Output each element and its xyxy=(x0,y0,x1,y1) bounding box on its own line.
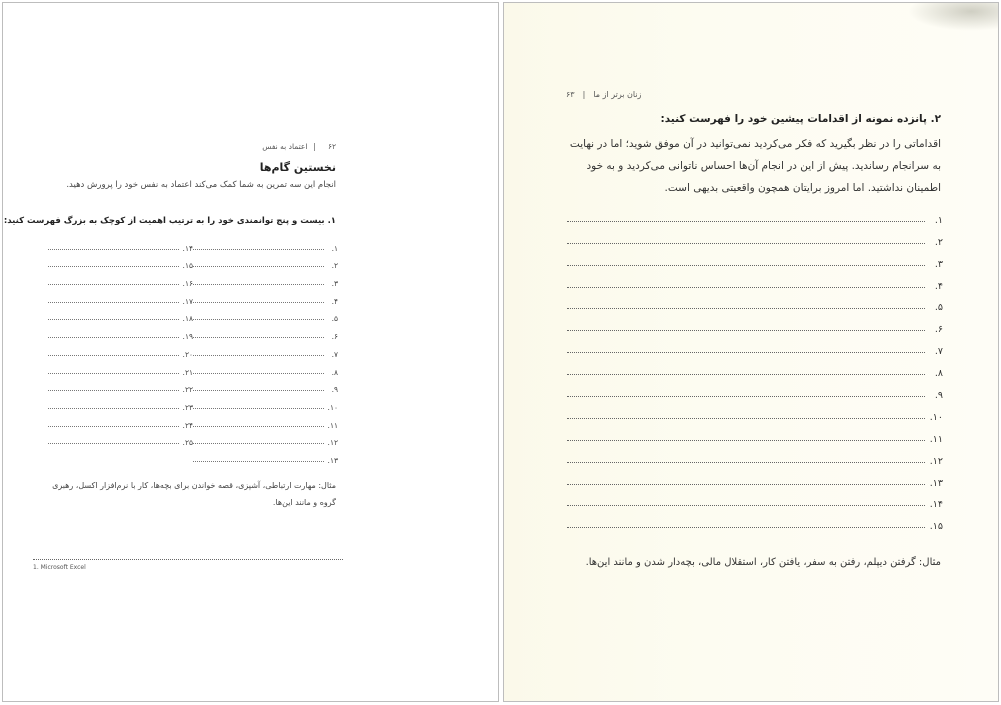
list-item-number: ۲۱. xyxy=(182,367,193,377)
list-item-number: ۴. xyxy=(331,296,338,306)
list-item-number: ۳. xyxy=(934,258,943,270)
fill-in-dotted-line xyxy=(48,301,179,303)
list-item-number: ۱۵. xyxy=(929,521,943,533)
list-item-number: ۱. xyxy=(934,214,943,226)
right-header-title: زنان برتر از ما xyxy=(593,90,642,99)
list-item-number: ۲۵. xyxy=(182,438,193,448)
list-item-number: ۶. xyxy=(934,324,943,336)
list-item-number: ۵. xyxy=(934,302,943,314)
list-item-number: ۱۳. xyxy=(929,477,943,489)
list-item-number: ۱. xyxy=(331,243,338,253)
strength-list-item xyxy=(48,323,193,341)
question-2: ۲. پانزده نمونه از اقدامات پیشین خود را فهرست کنید: xyxy=(660,113,941,125)
strength-list-item xyxy=(48,253,193,271)
strength-list-item xyxy=(193,377,338,395)
right-example-text: مثال: گرفتن دیپلم، رفتن به سفر، یافتن کار، استقلال مالی، بچه‌دار شدن و مانند این‌ها. xyxy=(585,557,941,568)
strength-list-item xyxy=(48,306,193,324)
list-item-number: ۱۱. xyxy=(327,420,338,430)
footnote: 1. Microsoft Excel xyxy=(33,564,86,571)
strength-list-item xyxy=(48,394,193,412)
fill-in-dotted-line xyxy=(48,354,179,356)
right-header-separator: | xyxy=(582,90,586,99)
list-item-number: ۱۰. xyxy=(929,411,943,423)
fill-in-dotted-line xyxy=(48,407,179,409)
fill-in-dotted-line xyxy=(567,504,925,506)
list-item-number: ۸. xyxy=(331,367,338,377)
achievement-list-item xyxy=(567,401,943,423)
fill-in-dotted-line xyxy=(567,329,925,331)
fill-in-dotted-line xyxy=(567,351,925,353)
list-item-number: ۳. xyxy=(331,279,338,289)
fill-in-dotted-line xyxy=(567,395,925,397)
fill-in-dotted-line xyxy=(193,265,324,267)
strength-list-item xyxy=(193,270,338,288)
strengths-list-column-1 xyxy=(193,235,338,465)
list-item-number: ۱۵. xyxy=(182,261,193,271)
achievement-list-item xyxy=(567,248,943,270)
section-title: نخستین گام‌ها xyxy=(259,161,336,174)
strength-list-item xyxy=(193,394,338,412)
fill-in-dotted-line xyxy=(48,248,179,250)
footnote-divider xyxy=(33,559,343,560)
list-item-number: ۴. xyxy=(934,280,943,292)
fill-in-dotted-line xyxy=(567,264,925,266)
list-item-number: ۲۴. xyxy=(182,420,193,430)
fill-in-dotted-line xyxy=(567,220,925,222)
strength-list-item xyxy=(193,341,338,359)
strength-list-item xyxy=(193,359,338,377)
fill-in-dotted-line xyxy=(567,439,925,441)
list-item-number: ۱۸. xyxy=(182,314,193,324)
list-item-number: ۱۴. xyxy=(929,499,943,511)
left-running-header xyxy=(262,142,336,151)
strengths-list-column-2 xyxy=(48,235,193,447)
achievement-list-item xyxy=(567,270,943,292)
list-item-number: ۱۹. xyxy=(182,332,193,342)
fill-in-dotted-line xyxy=(193,283,324,285)
strength-list-item xyxy=(193,430,338,448)
achievement-list-item xyxy=(567,292,943,314)
list-item-number: ۱۴. xyxy=(182,243,193,253)
fill-in-dotted-line xyxy=(48,389,179,391)
fill-in-dotted-line xyxy=(567,373,925,375)
strength-list-item xyxy=(48,412,193,430)
strength-list-item xyxy=(48,377,193,395)
fill-in-dotted-line xyxy=(48,425,179,427)
fill-in-dotted-line xyxy=(193,301,324,303)
list-item-number: ۸. xyxy=(934,368,943,380)
fill-in-dotted-line xyxy=(193,248,324,250)
fill-in-dotted-line xyxy=(193,407,324,409)
fill-in-dotted-line xyxy=(48,336,179,338)
fill-in-dotted-line xyxy=(193,460,324,462)
fill-in-dotted-line xyxy=(193,425,324,427)
fill-in-dotted-line xyxy=(48,372,179,374)
list-item-number: ۱۲. xyxy=(327,438,338,448)
fill-in-dotted-line xyxy=(567,461,925,463)
achievement-list-item xyxy=(567,489,943,511)
left-page xyxy=(2,2,499,702)
list-item-number: ۷. xyxy=(934,346,943,358)
fill-in-dotted-line xyxy=(567,483,925,485)
page-corner-shadow xyxy=(908,3,998,31)
fill-in-dotted-line xyxy=(193,336,324,338)
achievement-list-item xyxy=(567,313,943,335)
strength-list-item xyxy=(48,288,193,306)
list-item-number: ۱۱. xyxy=(929,433,943,445)
strength-list-item xyxy=(193,323,338,341)
strength-list-item xyxy=(48,359,193,377)
right-running-header xyxy=(566,90,641,99)
list-item-number: ۱۲. xyxy=(929,455,943,467)
fill-in-dotted-line xyxy=(48,318,179,320)
right-page-number: ۶۳ xyxy=(566,90,575,99)
list-item-number: ۱۳. xyxy=(327,455,338,465)
left-page-number: ۶۲ xyxy=(327,142,336,151)
fill-in-dotted-line xyxy=(193,442,324,444)
question-1: ۱. بیست و پنج توانمندی خود را به ترتیب اهمیت از کوچک به بزرگ فهرست کنید: xyxy=(3,216,336,226)
fill-in-dotted-line xyxy=(567,242,925,244)
past-achievements-list xyxy=(567,204,943,532)
list-item-number: ۹. xyxy=(331,385,338,395)
list-item-number: ۲. xyxy=(934,236,943,248)
strength-list-item xyxy=(193,412,338,430)
list-item-number: ۱۰. xyxy=(327,402,338,412)
list-item-number: ۶. xyxy=(331,332,338,342)
strength-list-item xyxy=(48,270,193,288)
achievement-list-item xyxy=(567,445,943,467)
strength-list-item xyxy=(48,235,193,253)
strength-list-item xyxy=(48,430,193,448)
left-example-text: مثال: مهارت ارتباطی، آشپزی، قصه خواندن برای بچه‌ها، کار با نرم‌افزار اکسل، رهبری گروه و مانند این‌ها. xyxy=(52,481,336,507)
list-item-number: ۱۷. xyxy=(182,296,193,306)
section-intro: انجام این سه تمرین به شما کمک می‌کند اعتماد به نفس خود را پرورش دهید. xyxy=(66,180,336,190)
list-item-number: ۲۰. xyxy=(182,349,193,359)
strength-list-item xyxy=(48,341,193,359)
strength-list-item xyxy=(193,288,338,306)
fill-in-dotted-line xyxy=(48,442,179,444)
achievement-list-item xyxy=(567,204,943,226)
achievement-list-item xyxy=(567,226,943,248)
list-item-number: ۹. xyxy=(934,390,943,402)
list-item-number: ۱۶. xyxy=(182,279,193,289)
achievement-list-item xyxy=(567,467,943,489)
strength-list-item xyxy=(193,235,338,253)
question-2-paragraph: اقداماتی را در نظر بگیرید که فکر می‌کردید نمی‌توانید در آن موفق شوید؛ اما در نهایت به سرانجام رساندید. پیش از این در انجام آن‌ها احساس ناتوانی می‌کردید و به خود اطمینان نداشتید. اما امروز برایتان همچون واقعیتی بدیهی است. xyxy=(569,138,941,194)
fill-in-dotted-line xyxy=(567,526,925,528)
strength-list-item xyxy=(193,253,338,271)
achievement-list-item xyxy=(567,357,943,379)
strength-list-item xyxy=(193,447,338,465)
list-item-number: ۵. xyxy=(331,314,338,324)
fill-in-dotted-line xyxy=(48,283,179,285)
list-item-number: ۲۳. xyxy=(182,402,193,412)
achievement-list-item xyxy=(567,379,943,401)
fill-in-dotted-line xyxy=(567,286,925,288)
fill-in-dotted-line xyxy=(567,417,925,419)
list-item-number: ۷. xyxy=(331,349,338,359)
fill-in-dotted-line xyxy=(193,389,324,391)
achievement-list-item xyxy=(567,510,943,532)
fill-in-dotted-line xyxy=(567,307,925,309)
right-page xyxy=(503,2,999,702)
fill-in-dotted-line xyxy=(48,265,179,267)
strength-list-item xyxy=(193,306,338,324)
achievement-list-item xyxy=(567,335,943,357)
fill-in-dotted-line xyxy=(193,372,324,374)
left-header-separator: | xyxy=(313,142,316,151)
list-item-number: ۲. xyxy=(331,261,338,271)
fill-in-dotted-line xyxy=(193,354,324,356)
achievement-list-item xyxy=(567,423,943,445)
list-item-number: ۲۲. xyxy=(182,385,193,395)
left-header-title: اعتماد به نفس xyxy=(262,142,308,151)
fill-in-dotted-line xyxy=(193,318,324,320)
